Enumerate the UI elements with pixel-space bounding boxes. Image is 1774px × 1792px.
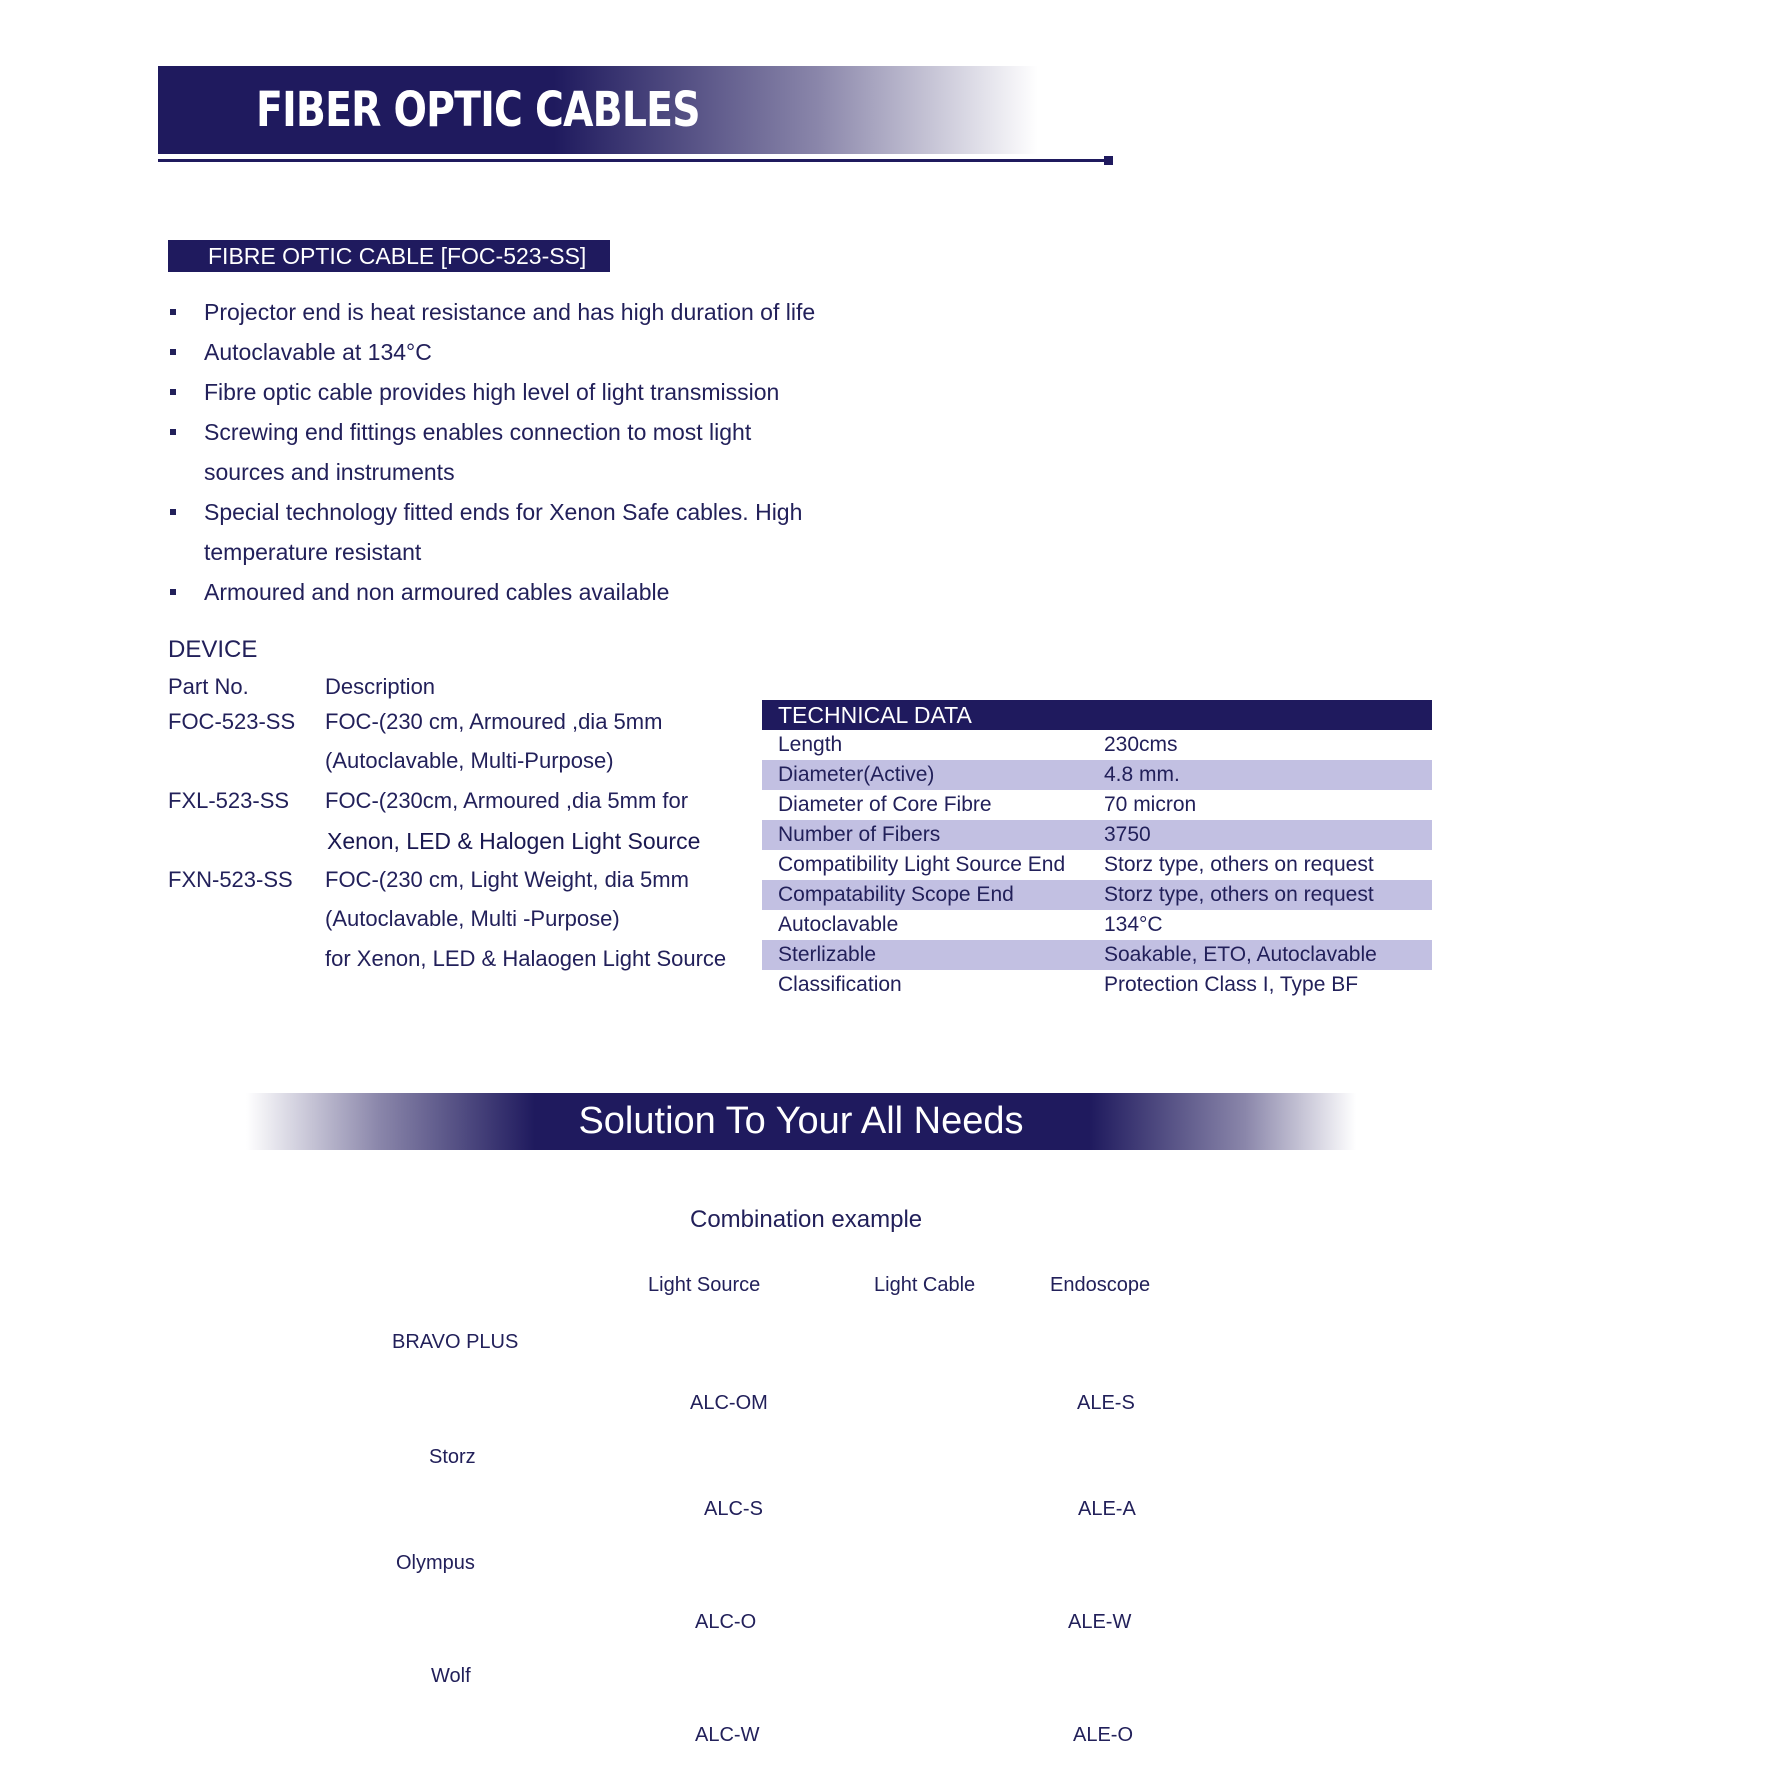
- spec-value: 134°C: [1104, 913, 1163, 936]
- endoscope-header: Endoscope: [1050, 1274, 1151, 1296]
- table-row: [762, 970, 1432, 1000]
- table-row: [762, 820, 1432, 850]
- spec-name: Classification: [778, 973, 902, 996]
- solution-title: Solution To Your All Needs: [578, 1100, 1024, 1142]
- technical-data-table: [762, 700, 1432, 1000]
- spec-name: Length: [778, 733, 843, 756]
- light-source-item: Storz: [429, 1446, 476, 1468]
- part-number: FOC-523-SS: [168, 709, 296, 734]
- table-row: [762, 730, 1432, 760]
- spec-value: 230cms: [1104, 733, 1178, 756]
- spec-name: Sterlizable: [778, 943, 877, 966]
- spec-value: Soakable, ETO, Autoclavable: [1104, 943, 1377, 966]
- endoscope-item: ALE-S: [1077, 1392, 1135, 1414]
- light-cable-item: ALC-S: [704, 1498, 763, 1520]
- table-row: [762, 910, 1432, 940]
- spec-name: Diameter(Active): [778, 763, 935, 786]
- part-no-header: Part No.: [168, 674, 249, 699]
- combination-title: Combination example: [690, 1206, 923, 1233]
- part-number: FXL-523-SS: [168, 788, 290, 813]
- table-row: [762, 880, 1432, 910]
- table-row: [762, 940, 1432, 970]
- part-number: FXN-523-SS: [168, 867, 293, 892]
- spec-value: Protection Class I, Type BF: [1104, 973, 1359, 996]
- feature-list: [168, 292, 868, 612]
- product-badge: FIBRE OPTIC CABLE [FOC-523-SS]: [168, 240, 610, 272]
- feature-item: Projector end is heat resistance and has high duration of life: [168, 292, 868, 332]
- light-source-item: BRAVO PLUS: [392, 1331, 519, 1353]
- spec-value: Storz type, others on request: [1104, 853, 1374, 876]
- feature-item: Special technology fitted ends for Xenon Safe cables. High temperature resistant: [168, 492, 844, 572]
- feature-item: Fibre optic cable provides high level of light transmission: [168, 372, 868, 412]
- endoscope-item: ALE-W: [1068, 1611, 1132, 1633]
- light-source-item: Wolf: [431, 1665, 471, 1687]
- header-divider-end: [1104, 156, 1113, 165]
- spec-value: 70 micron: [1104, 793, 1197, 816]
- table-row: [762, 790, 1432, 820]
- part-description: FOC-(230 cm, Light Weight, dia 5mm: [325, 867, 689, 892]
- endoscope-item: ALE-A: [1078, 1498, 1136, 1520]
- spec-value: Storz type, others on request: [1104, 883, 1374, 906]
- part-description: (Autoclavable, Multi-Purpose): [325, 748, 614, 773]
- light-source-header: Light Source: [648, 1274, 761, 1296]
- header-divider: [158, 159, 1108, 162]
- light-cable-header: Light Cable: [874, 1274, 976, 1296]
- part-description: (Autoclavable, Multi -Purpose): [325, 906, 620, 931]
- device-heading: DEVICE: [168, 636, 258, 663]
- spec-name: Compatability Scope End: [778, 883, 1014, 906]
- light-cable-item: ALC-W: [695, 1724, 760, 1746]
- part-description: FOC-(230 cm, Armoured ,dia 5mm: [325, 709, 663, 734]
- spec-value: 4.8 mm.: [1104, 763, 1180, 786]
- table-row: [762, 850, 1432, 880]
- technical-data-title: TECHNICAL DATA: [762, 700, 1432, 730]
- feature-item: Autoclavable at 134°C: [168, 332, 868, 372]
- page-title: FIBER OPTIC CABLES: [256, 82, 700, 138]
- spec-name: Diameter of Core Fibre: [778, 793, 992, 816]
- spec-name: Autoclavable: [778, 913, 899, 936]
- spec-name: Number of Fibers: [778, 823, 941, 846]
- light-source-item: Olympus: [396, 1552, 475, 1574]
- table-row: [762, 760, 1432, 790]
- part-description: FOC-(230cm, Armoured ,dia 5mm for: [325, 788, 689, 813]
- part-description: for Xenon, LED & Halaogen Light Source: [325, 946, 727, 971]
- spec-value: 3750: [1104, 823, 1151, 846]
- part-description: Xenon, LED & Halogen Light Source: [327, 828, 701, 854]
- light-cable-item: ALC-O: [695, 1611, 757, 1633]
- feature-item: Screwing end fittings enables connection to most light sources and instruments: [168, 412, 804, 492]
- feature-item: Armoured and non armoured cables available: [168, 572, 868, 612]
- endoscope-item: ALE-O: [1073, 1724, 1134, 1746]
- light-cable-item: ALC-OM: [690, 1392, 768, 1414]
- description-header: Description: [325, 674, 436, 699]
- spec-name: Compatibility Light Source End: [778, 853, 1066, 876]
